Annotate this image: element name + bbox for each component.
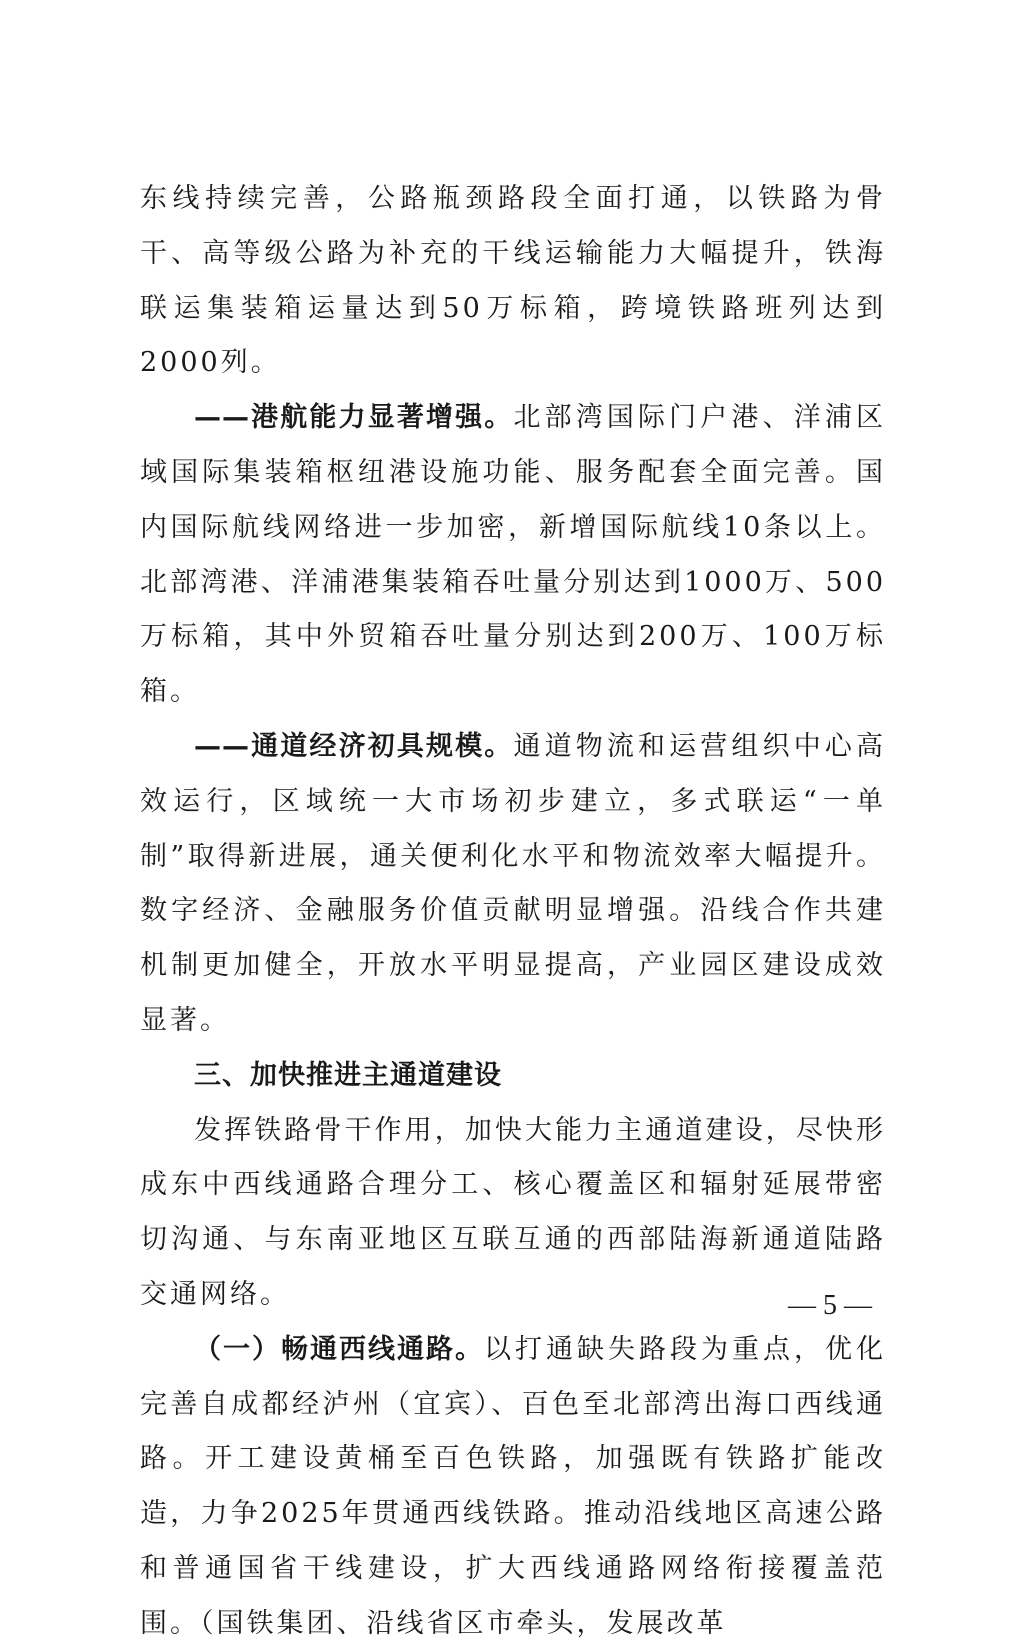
paragraph-3-lead: ——通道经济初具规模。 bbox=[194, 730, 514, 762]
paragraph-1-text: 东线持续完善，公路瓶颈路段全面打通，以铁路为骨干、高等级公路为补充的干线运输能力大幅提升，铁海联运集装箱运量达到50万标箱，跨境铁路班列达到2000列。 bbox=[140, 183, 886, 379]
paragraph-4 bbox=[140, 1104, 886, 1323]
paragraph-3-text: 通道物流和运营组织中心高效运行，区域统一大市场初步建立，多式联运“一单制”取得新进展，通关便利化水平和物流效率大幅提升。数字经济、金融服务价值贡献明显增强。沿线合作共建机制更加健全，开放水平明显提高，产业园区建设成效显著。 bbox=[140, 730, 887, 1036]
document-body bbox=[140, 172, 886, 1652]
paragraph-2-lead: ——港航能力显著增强。 bbox=[194, 402, 514, 434]
section-heading: 三、加快推进主通道建设 bbox=[194, 1059, 502, 1091]
paragraph-2-text: 北部湾国际门户港、洋浦区域国际集装箱枢纽港设施功能、服务配套全面完善。国内国际航线网络进一步加密，新增国际航线10条以上。北部湾港、洋浦港集装箱吞吐量分别达到1000万、500万标箱，其中外贸箱吞吐量分别达到200万、100万标箱。 bbox=[140, 402, 887, 708]
paragraph-5-lead: （一）畅通西线通路。 bbox=[194, 1333, 484, 1365]
paragraph-4-text: 发挥铁路骨干作用，加快大能力主通道建设，尽快形成东中西线通路合理分工、核心覆盖区和辐射延展带密切沟通、与东南亚地区互联互通的西部陆海新通道陆路交通网络。 bbox=[140, 1114, 886, 1310]
paragraph-5 bbox=[140, 1323, 886, 1652]
paragraph-5-text: 以打通缺失路段为重点，优化完善自成都经泸州（宜宾）、百色至北部湾出海口西线通路。开工建设黄桶至百色铁路，加强既有铁路扩能改造，力争2025年贯通西线铁路。推动沿线地区高速公路和普通国省干线建设，扩大西线通路网络衔接覆盖范围。（国铁集团、沿线省区市牵头，发展改革 bbox=[140, 1333, 886, 1639]
page-number: — 5 — bbox=[788, 1290, 872, 1321]
paragraph-1 bbox=[140, 172, 886, 391]
paragraph-2 bbox=[140, 391, 886, 720]
paragraph-3 bbox=[140, 720, 886, 1049]
